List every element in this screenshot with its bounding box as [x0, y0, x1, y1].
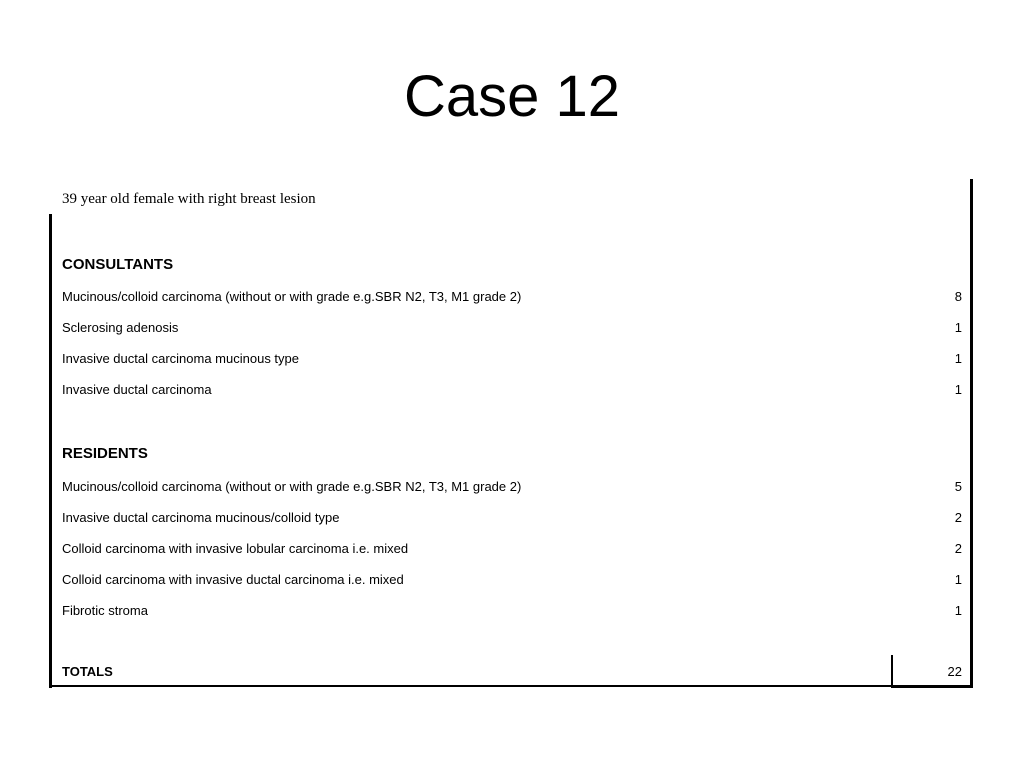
row-count: 1 — [954, 603, 962, 618]
row-count: 1 — [954, 351, 962, 366]
totals-cell-bottom-border — [891, 685, 973, 688]
residents-heading: RESIDENTS — [62, 445, 148, 462]
table-row — [62, 509, 962, 527]
table-row — [62, 288, 962, 306]
row-label: Mucinous/colloid carcinoma (without or with grade e.g.SBR N2, T3, M1 grade 2) — [62, 289, 522, 304]
row-label: Mucinous/colloid carcinoma (without or with grade e.g.SBR N2, T3, M1 grade 2) — [62, 479, 522, 494]
table-row — [62, 540, 962, 558]
row-label: Colloid carcinoma with invasive ductal carcinoma i.e. mixed — [62, 572, 404, 587]
totals-value: 22 — [947, 664, 962, 679]
case-description: 39 year old female with right breast lesion — [62, 191, 316, 207]
table-row — [62, 602, 962, 620]
row-count: 1 — [954, 320, 962, 335]
row-count: 1 — [954, 572, 962, 587]
row-count: 8 — [954, 289, 962, 304]
table-border-left — [49, 214, 52, 688]
row-count: 2 — [954, 541, 962, 556]
row-count: 5 — [954, 479, 962, 494]
row-label: Invasive ductal carcinoma mucinous type — [62, 351, 300, 366]
totals-label: TOTALS — [62, 664, 113, 679]
table-row — [62, 350, 962, 368]
table-row — [62, 571, 962, 589]
row-label: Colloid carcinoma with invasive lobular carcinoma i.e. mixed — [62, 541, 409, 556]
row-count: 1 — [954, 382, 962, 397]
totals-cell-divider — [891, 655, 893, 687]
table-border-bottom — [49, 685, 973, 687]
table-row — [62, 319, 962, 337]
row-label: Fibrotic stroma — [62, 603, 148, 618]
consultants-heading: CONSULTANTS — [62, 256, 174, 273]
row-label: Invasive ductal carcinoma — [62, 382, 212, 397]
row-label: Sclerosing adenosis — [62, 320, 179, 335]
row-count: 2 — [954, 510, 962, 525]
slide-title: Case 12 — [403, 64, 621, 129]
table-row — [62, 381, 962, 399]
row-label: Invasive ductal carcinoma mucinous/colloid type — [62, 510, 340, 525]
table-row — [62, 478, 962, 496]
table-border-right — [970, 179, 973, 688]
